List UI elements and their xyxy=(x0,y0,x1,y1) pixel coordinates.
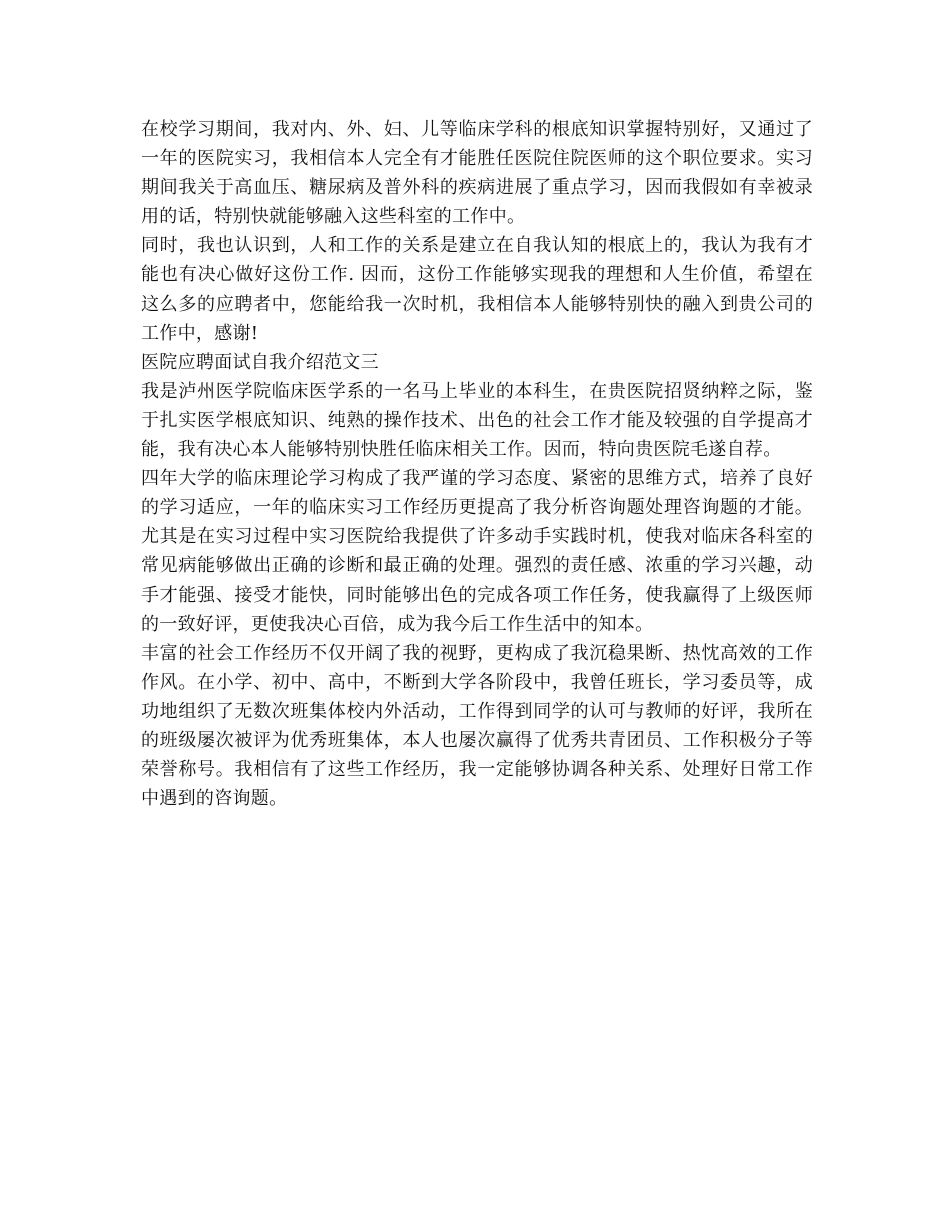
text-line: 的一致好评，更使我决心百倍，成为我今后工作生活中的知本。 xyxy=(141,613,654,635)
text-line: 的班级屡次被评为优秀班集体，本人也屡次赢得了优秀共青团员、工作积极分子等 xyxy=(141,729,813,751)
text-line: 用的话，特别快就能够融入这些科室的工作中。 xyxy=(141,206,526,228)
text-line: 尤其是在实习过程中实习医院给我提供了许多动手实践时机，使我对临床各科室的 xyxy=(141,526,813,548)
text-line: 能也有决心做好这份工作. 因而，这份工作能够实现我的理想和人生价值，希望在 xyxy=(141,264,813,286)
text-line: 作风。在小学、初中、高中，不断到大学各阶段中，我曾任班长，学习委员等，成 xyxy=(141,671,813,693)
section-heading: 医院应聘面试自我介绍范文三 xyxy=(141,351,379,373)
text-line: 同时，我也认识到，人和工作的关系是建立在自我认知的根底上的，我认为我有才 xyxy=(141,235,813,257)
text-line: 中遇到的咨询题。 xyxy=(141,788,288,810)
text-line: 于扎实医学根底知识、纯熟的操作技术、出色的社会工作才能及较强的自学提高才 xyxy=(141,409,813,431)
text-line: 功地组织了无数次班集体校内外活动，工作得到同学的认可与教师的好评，我所在 xyxy=(141,700,813,722)
text-line: 工作中，感谢! xyxy=(141,322,259,344)
text-line: 丰富的社会工作经历不仅开阔了我的视野，更构成了我沉稳果断、热忱高效的工作 xyxy=(141,642,813,664)
text-line: 这么多的应聘者中，您能给我一次时机，我相信本人能够特别快的融入到贵公司的 xyxy=(141,293,813,315)
text-line: 手才能强、接受才能快，同时能够出色的完成各项工作任务，使我赢得了上级医师 xyxy=(141,584,813,606)
text-line: 常见病能够做出正确的诊断和最正确的处理。强烈的责任感、浓重的学习兴趣，动 xyxy=(141,555,813,577)
text-line: 我是泸州医学院临床医学系的一名马上毕业的本科生，在贵医院招贤纳粹之际，鉴 xyxy=(141,380,813,402)
document-body xyxy=(141,115,813,813)
text-line: 能，我有决心本人能够特别快胜任临床相关工作。因而，特向贵医院毛遂自荐。 xyxy=(141,439,782,461)
text-line: 荣誉称号。我相信有了这些工作经历，我一定能够协调各种关系、处理好日常工作 xyxy=(141,759,813,781)
text-line: 的学习适应，一年的临床实习工作经历更提高了我分析咨询题处理咨询题的才能。 xyxy=(141,497,813,519)
text-line: 在校学习期间，我对内、外、妇、儿等临床学科的根底知识掌握特别好，又通过了 xyxy=(141,119,813,140)
text-line: 一年的医院实习，我相信本人完全有才能胜任医院住院医师的这个职位要求。实习 xyxy=(141,148,813,170)
text-line: 期间我关于高血压、糖尿病及普外科的疾病进展了重点学习，因而我假如有幸被录 xyxy=(141,177,813,199)
text-line: 四年大学的临床理论学习构成了我严谨的学习态度、紧密的思维方式，培养了良好 xyxy=(141,468,813,490)
